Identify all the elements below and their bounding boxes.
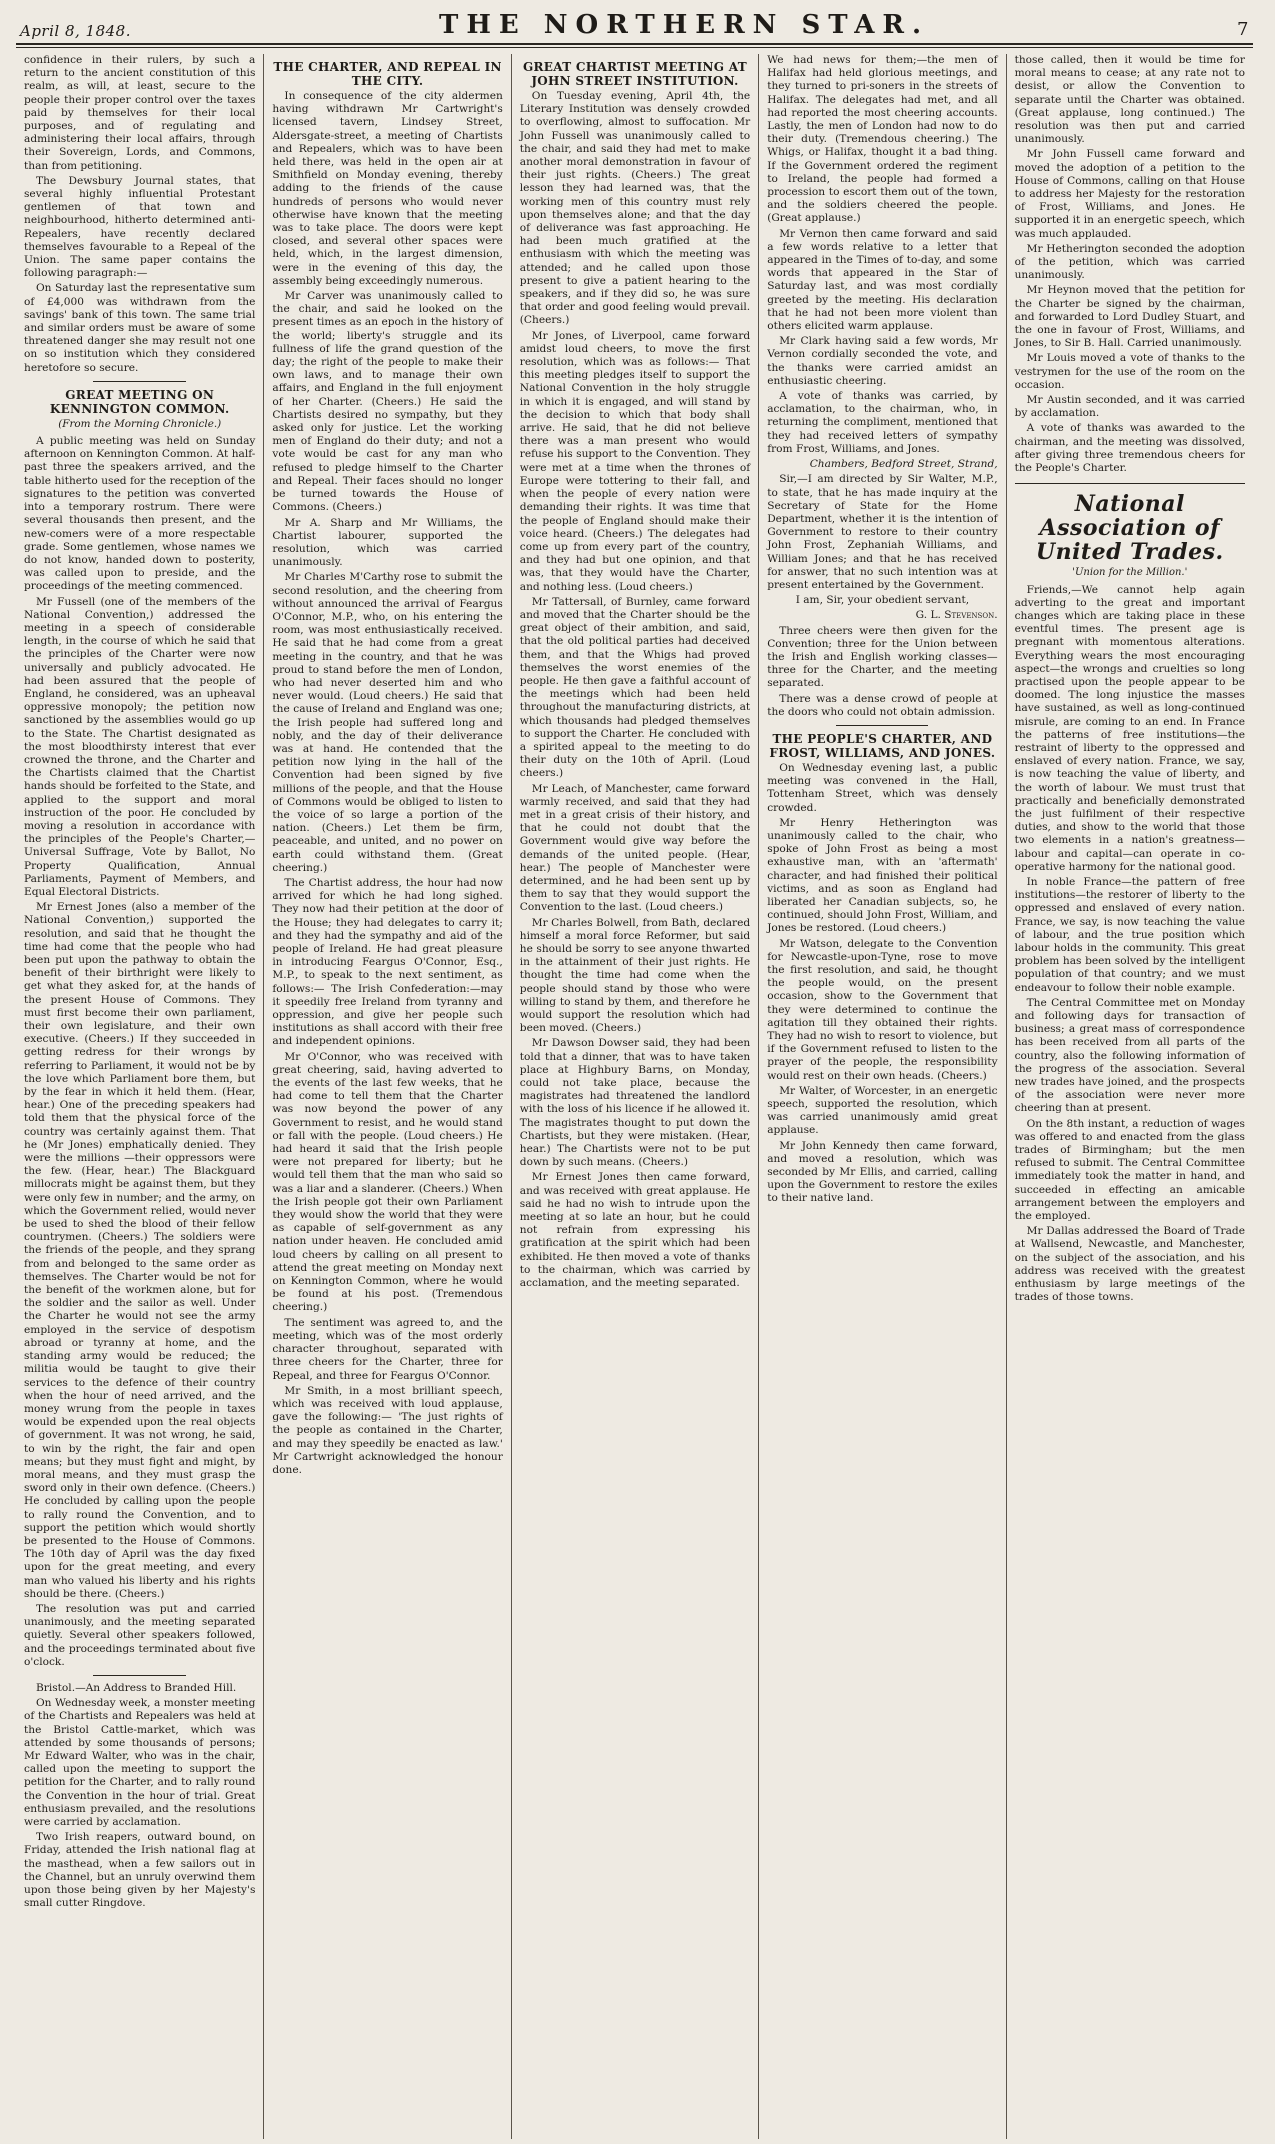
- column-5: [1006, 54, 1253, 2139]
- section-motto: 'Union for the Million.': [1072, 567, 1188, 579]
- article-paragraph: Mr A. Sharp and Mr Williams, the Chartist labourer, supported the resolution, which was carried unanimously.: [272, 516, 503, 569]
- article-paragraph: The Chartist address, the hour had now arrived for which he had long sighed. They now had their petition at the door of the House; they had delegates to carry it; and they had the sympathy and aid of the people of Ireland. He had great pleasure in introducing Feargus O'Connor, Esq., M.P., to speak to the next sentiment, as follows:— The Irish Confederation:—may it speedily free Ireland from tyranny and oppression, and give her people such institutions as shall accord with their free and independent opinions.: [272, 876, 503, 1048]
- col1-paragraph: On Saturday last the representative sum of £4,000 was withdrawn from the savings' bank of this town. The same trial and similar orders must be aware of some threatened danger she may result not one on so institution which they considered heretofore so secure.: [24, 282, 256, 374]
- article-paragraph: Mr Heynon moved that the petition for the Charter be signed by the chairman, and forwarded to Lord Dudley Stuart, and the one in favour of Frost, Williams, and Jones, to Sir B. Hall. Carried unanimously.: [1014, 284, 1245, 350]
- article-paragraph: A vote of thanks was awarded to the chairman, and the meeting was dissolved, after giving three tremendous cheers for the People's Charter.: [1014, 422, 1245, 475]
- article-paragraph: In noble France—the pattern of free institutions—the restorer of liberty to the oppressed and enslaved of every nation. France, we say, is now teaching the value of labour, and the true position which labour holds in the community. This great problem has been solved by the intelligent population of that country; and we must endeavour to follow their noble example.: [1014, 875, 1245, 994]
- section-rule: [1015, 483, 1245, 484]
- article-paragraph: A vote of thanks was carried, by acclamation, to the chairman, who, in returning the compliment, mentioned that they had received letters of sympathy from Frost, Williams, and Jones.: [767, 390, 998, 455]
- section-rule: [836, 725, 928, 726]
- masthead: [16, 10, 1253, 45]
- article-paragraph: Mr Charles Bolwell, from Bath, declared himself a moral force Reformer, but said he should be sorry to see anyone thwarted in the attainment of their just rights. He thought the time had come when the people should stand by those who were willing to stand by them, and therefore he would support the resolution which had been moved. (Cheers.): [519, 916, 751, 1035]
- article-paragraph: Mr Carver was unanimously called to the chair, and said he looked on the present times as an epoch in the history of the world; liberty's struggle and its fullness of life the grand question of the day; the right of the people to make their own laws, and to manage their own affairs, and England in the full enjoyment of her Charter. (Cheers.) He said the Chartists desired no sympathy, but they asked only for justice. Let the working men of England do their duty; and not a vote would be cast for any man who refused to pledge himself to the Charter and Repeal. Their faces should no longer be turned towards the House of Commons. (Cheers.): [272, 290, 503, 514]
- article-headline: GREAT MEETING ON KENNINGTON COMMON.: [49, 387, 230, 416]
- article-paragraph: Mr Louis moved a vote of thanks to the vestrymen for the use of the room on the occasion.: [1014, 352, 1245, 391]
- article-paragraph: Mr Jones, of Liverpool, came forward amidst loud cheers, to move the first resolution, which was as follows:— That this meeting pledges itself to support the National Convention in the holy struggle in which it is engaged, and will stand by the decision to which that body shall arrive. He said, that he did not believe there was a man present who would refuse his support to the Convention. They were met at a time when the thrones of Europe were tottering to their fall, and when the people of every nation were demanding their rights. It was time that the people of England should make their voice heard. (Cheers.) The delegates had come up from every part of the country, and they had but one opinion, and that was, that they would have the Charter, and nothing less. (Loud cheers.): [519, 329, 751, 593]
- article-paragraph: Two Irish reapers, outward bound, on Friday, attended the Irish national flag at the masthead, when a few sailors out in the Channel, but an unruly overwind them upon those being given by her Majesty's small cutter Ringdove.: [24, 1831, 256, 1910]
- article-paragraph: Mr Ernest Jones (also a member of the National Convention,) supported the resolution, and said that he thought the time had come that the people who had been put upon the pathway to obtain the benefit of their birthright were likely to get what they asked for, at the hands of the present House of Commons. They must first become their own parliament, their own legislature, and their own executive. (Cheers.) If they succeeded in getting redress for their wrongs by referring to Parliament, it would not be by the love which Parliament bore them, but by the fear in which it held them. (Hear, hear.) One of the preceding speakers had told them that the physical force of the country was certainly against them. That he (Mr Jones) emphatically denied. They were the millions —their oppressors were the few. (Hear, hear.) The Blackguard millocrats might be against them, but they were only few in number; and the army, on which the Government relied, would never be used to shed the blood of their fellow countrymen. (Cheers.) The soldiers were the friends of the people, and they sprang from and belonged to the same order as themselves. The Charter would be not for the benefit of the workmen alone, but for the soldier and the sailor as well. Under the Charter he would not see the army employed in the service of despotism abroad or tyranny at home, and the standing army would be reduced; the militia would be taught to give their services to the defence of their country when the hour of need arrived, and the money wrung from the people in taxes would be expended upon the real objects of government. It was not wrong, he said, to win by the right, the fair and open means; but they must fight and might, by moral means, and they must grasp the sword only in their own defence. (Cheers.) He concluded by calling upon the people to rally round the Convention, and to support the petition which would shortly be presented to the House of Commons. The 10th day of April was the day fixed upon for the great meeting, and every man who valued his liberty and his rights should be there. (Cheers.): [24, 901, 256, 1600]
- newspaper-title: THE NORTHERN STAR.: [439, 10, 930, 40]
- article-paragraph: Friends,—We cannot help again adverting to the great and important changes which are taking place in these eventful times. The present age is pregnant with momentous alterations. Everything wears the most encouraging aspect—the wrongs and cruelties so long practised upon the people appear to be doomed. The long injustice the masses have sustained, as well as long-continued misrule, are coming to an end. In France the patterns of free institutions—the restraint of liberty to the oppressed and enslaved of every nation. France, we say, is now teaching the value of liberty, and the worth of labour. We must trust that practically and beneficially demonstrated the just fulfilment of their respective duties, and show to the world that those two elements in a nation's greatness—labour and capital—can operate in co-operative harmony for the national good.: [1014, 583, 1245, 873]
- article-paragraph: The Central Committee met on Monday and following days for transaction of business; a great mass of correspondence has been received from all parts of the country, also the following information of the progress of the association. Several new trades have joined, and the prospects of the association were never more cheering than at present.: [1014, 996, 1245, 1115]
- letter-place: Chambers, Bedford Street, Strand,: [809, 458, 998, 471]
- article-paragraph: Mr Ernest Jones then came forward, and was received with great applause. He said he had no wish to intrude upon the meeting at so late an hour, but he could not refrain from expressing his gratification at the spirit which had been exhibited. He then moved a vote of thanks to the chairman, which was carried by acclamation, and the meeting separated.: [519, 1171, 751, 1290]
- article-paragraph: Mr Dallas addressed the Board of Trade at Wallsend, Newcastle, and Manchester, on the subject of the association, and his address was received with the greatest enthusiasm by large meetings of the trades of those towns.: [1014, 1225, 1245, 1304]
- article-headline: THE CHARTER, AND REPEAL IN THE CITY.: [273, 60, 502, 88]
- article-paragraph: The resolution was put and carried unanimously, and the meeting separated quietly. Several other speakers followed, and the proceedings terminated about five o'clock.: [24, 1602, 256, 1668]
- col1-intro: confidence in their rulers, by such a return to the ancient constitution of this realm, as will, at least, secure to the people their proper control over the taxes paid by themselves for their local purposes, and of regulating and administering their local affairs, through their Sovereign, Lords, and Commons, than from petitioning.: [24, 54, 256, 172]
- article-paragraph: On the 8th instant, a reduction of wages was offered to and enacted from the glass trades of Birmingham; but the men refused to submit. The Central Committee immediately took the matter in hand, and succeeded in effecting an amicable arrangement between the employers and the employed.: [1014, 1117, 1245, 1223]
- letter-signer: G. L. Stevenson.: [915, 609, 998, 622]
- section-rule: [93, 1675, 186, 1676]
- article-paragraph: Mr O'Connor, who was received with great cheering, said, having adverted to the events of the last few weeks, that he had come to tell them that the Charter was now beyond the power of any Government to resist, and he would stand or fall with the people. (Loud cheers.) He had heard it said that the Irish people were not prepared for liberty; but he would tell them that the man who said so was a liar and a slanderer. (Cheers.) When the Irish people got their own Parliament they would show the world that they were as capable of self-government as any nation under heaven. He concluded amid loud cheers by calling on all present to attend the great meeting on Monday next on Kennington Common, where he would be found at his post. (Tremendous cheering.): [272, 1050, 503, 1314]
- columns: [16, 54, 1253, 2139]
- col4-intro: We had news for them;—the men of Halifax had held glorious meetings, and they turned to pri-soners in the streets of Halifax. The delegates had met, and all had reported the most cheering accounts. Lastly, the men of London had now to do their duty. (Tremendous cheering.) The Whigs, or Halifax, thought it a bad thing. If the Government ordered the regiment to Ireland, the people had formed a procession to escort them out of the town, and the soldiers cheered the people. (Great applause.): [767, 54, 998, 225]
- article-source: (From the Morning Chronicle.): [58, 417, 222, 430]
- page-number: 7: [1237, 19, 1249, 40]
- column-2: [263, 54, 510, 2139]
- article-paragraph: On Wednesday week, a monster meeting of the Chartists and Repealers was held at the Bristol Cattle-market, which was attended by some thousands of persons; Mr Edward Walter, who was in the chair, called upon the meeting to support the petition for the Charter, and to rally round the Convention in the hour of trial. Great enthusiasm prevailed, and the resolutions were carried by acclamation.: [24, 1697, 256, 1828]
- article-paragraph: Mr Leach, of Manchester, came forward warmly received, and said that they had met in a great crisis of their history, and that he could not doubt that the Government would give way before the demands of the united people. (Hear, hear.) The people of Manchester were determined, and he had been sent up by them to say that they would support the Convention to the last. (Loud cheers.): [519, 782, 751, 914]
- article-paragraph: Mr John Fussell came forward and moved the adoption of a petition to the House of Commons, calling on that House to address her Majesty for the restoration of Frost, Williams, and Jones. He supported it in an energetic speech, which was much applauded.: [1014, 148, 1245, 240]
- article-paragraph: The sentiment was agreed to, and the meeting, which was of the most orderly character throughout, separated with three cheers for the Charter, three for Repeal, and three for Feargus O'Connor.: [272, 1316, 503, 1382]
- article-paragraph: On Wednesday evening last, a public meeting was convened in the Hall, Tottenham Street, which was densely crowded.: [767, 761, 998, 814]
- column-1: [16, 54, 263, 2139]
- column-3: [511, 54, 758, 2139]
- masthead-rule: [16, 47, 1253, 48]
- article-paragraph: Mr John Kennedy then came forward, and moved a resolution, which was seconded by Mr Ellis, and carried, calling upon the Government to restore the exiles to their native land.: [767, 1139, 998, 1205]
- article-paragraph: In consequence of the city aldermen having withdrawn Mr Cartwright's licensed tavern, Lindsey Street, Aldersgate-street, a meeting of Chartists and Repealers, which was to have been held there, was held in the open air at Smithfield on Monday evening, thereby adding to the friends of the cause hundreds of persons who would never otherwise have known that the meeting was to take place. The doors were kept closed, and several other spaces were held, which, in the largest dimension, were in the evening of this day, the assembly being exceedingly numerous.: [272, 90, 503, 287]
- column-4: [758, 54, 1005, 2139]
- article-paragraph: Mr Walter, of Worcester, in an energetic speech, supported the resolution, which was carried unanimously amid great applause.: [767, 1084, 998, 1137]
- article-paragraph: Mr Smith, in a most brilliant speech, which was received with loud applause, gave the following:— 'The just rights of the people as contained in the Charter, and may they speedily be enacted as law.' Mr Cartwright acknowledged the honour done.: [272, 1384, 503, 1476]
- article-paragraph: Mr Fussell (one of the members of the National Convention,) addressed the meeting in a speech of considerable length, in the course of which he said that the principles of the Charter were now universally and publicly advocated. He had been assured that the people of England, he considered, was an upheaval oppressive monopoly; the petition now sanctioned by the assemblies would go up to the State. The Chartist designated as the most bloodthirsty interest that ever crowned the throne, and the Charter and the Chartists claimed that the Chartist hands should be forfeited to the State, and applied to the support and moral instruction of the poor. He concluded by moving a resolution in accordance with the principles of the People's Charter,—Universal Suffrage, Vote by Ballot, No Property Qualification, Annual Parliaments, Payment of Members, and Equal Electoral Districts.: [24, 595, 256, 898]
- article-paragraph: Mr Clark having said a few words, Mr Vernon cordially seconded the vote, and the thanks were carried amidst an enthusiastic cheering.: [767, 335, 998, 387]
- col5-intro: those called, then it would be time for moral means to cease; at any rate not to desist, or allow the Convention to separate until the Charter was obtained. (Great applause, long continued.) The resolution was then put and carried unanimously.: [1014, 54, 1245, 146]
- article-paragraph: Mr Watson, delegate to the Convention for Newcastle-upon-Tyne, rose to move the first resolution, and said, he thought the people would, on the present occasion, show to the Government that they were determined to continue the agitation till they obtained their rights. They had no wish to resort to violence, but if the Government refused to listen to the prayer of the people, the responsibility would rest on their own heads. (Cheers.): [767, 937, 998, 1082]
- letter-paragraph: Sir,—I am directed by Sir Walter, M.P., to state, that he has made inquiry at the Secretary of State for the Home Department, whether it is the intention of Government to restore to their country John Frost, Zephaniah Williams, and William Jones; and that he has received for answer, that no such intention was at present entertained by the Government.: [767, 473, 998, 591]
- article-paragraph: Bristol.—An Address to Branded Hill.: [36, 1681, 237, 1694]
- article-headline: GREAT CHARTIST MEETING AT JOHN STREET INSTITUTION.: [522, 60, 747, 88]
- issue-date: April 8, 1848.: [20, 22, 131, 40]
- article-paragraph: Mr Austin seconded, and it was carried by acclamation.: [1014, 394, 1245, 420]
- section-title: National Association of United Trades.: [1035, 491, 1224, 566]
- article-paragraph: Mr Henry Hetherington was unanimously called to the chair, who spoke of John Frost as being a most exhaustive man, with an 'aftermath' character, and had finished their political victims, and as soon as England had liberated her Canadian subjects, so, he continued, should John Frost, William, and Jones be restored. (Loud cheers.): [767, 816, 998, 935]
- article-paragraph: Mr Tattersall, of Burnley, came forward and moved that the Charter should be the great object of their ambition, and said, that the old political parties had deceived them, and that the Whigs had proved themselves the worst enemies of the people. He then gave a faithful account of the meetings which had been held throughout the manufacturing districts, at which thousands had pledged themselves to support the Charter. He concluded with a spirited appeal to the meeting to do their duty on the 10th of April. (Loud cheers.): [519, 595, 751, 780]
- letter-signature: I am, Sir, your obedient servant,: [795, 594, 970, 607]
- col1-paragraph: The Dewsbury Journal states, that several highly influential Protestant gentlemen of that town and neighbourhood, hitherto determined anti-Repealers, have recently declared themselves favourable to a Repeal of the Union. The same paper contains the following paragraph:—: [24, 174, 256, 280]
- article-paragraph: Mr Hetherington seconded the adoption of the petition, which was carried unanimously.: [1014, 242, 1245, 282]
- section-rule: [93, 381, 186, 382]
- article-headline: THE PEOPLE'S CHARTER, AND FROST, WILLIAMS, AND JONES.: [769, 731, 996, 760]
- article-paragraph: There was a dense crowd of people at the doors who could not obtain admission.: [767, 692, 998, 718]
- article-paragraph: Mr Dawson Dowser said, they had been told that a dinner, that was to have taken place at Highbury Barns, on Monday, could not take place, because the magistrates had threatened the landlord with the loss of his licence if he allowed it. The magistrates thought to put down the Chartists, but they were mistaken. (Hear, hear.) The Chartists were not to be put down by such means. (Cheers.): [519, 1037, 751, 1169]
- article-paragraph: Mr Vernon then came forward and said a few words relative to a letter that appeared in the Times of to-day, and some words that appeared in the Star of Saturday last, and was most cordially greeted by the meeting. His declaration that he had not been more violent than others elicited warm applause.: [767, 227, 998, 333]
- article-paragraph: A public meeting was held on Sunday afternoon on Kennington Common. At half-past three the speakers arrived, and the table hitherto used for the reception of the signatures to the petition was converted into a temporary rostrum. There were several thousands then present, and the new-comers were of a more respectable grade. Some gentlemen, whose names we do not know, handed down to posterity, was called upon to preside, and the proceedings of the meeting commenced.: [24, 435, 256, 593]
- article-paragraph: Three cheers were then given for the Convention; three for the Union between the Irish and English working classes—three for the Charter, and the meeting separated.: [767, 624, 998, 690]
- article-paragraph: Mr Charles M'Carthy rose to submit the second resolution, and the cheering from without announced the arrival of Feargus O'Connor, M.P., who, on his entering the room, was most enthusiastically received. He said that he had come from a great meeting in the country, and that he was proud to stand before the men of London, who had never deserted him and who never would. (Loud cheers.) He said that the cause of Ireland and England was one; the Irish people had suffered long and nobly, and the day of their deliverance was at hand. He contended that the petition now lying in the hall of the Convention had been signed by five millions of the people, and that the House of Commons would be obliged to listen to the voice of so large a portion of the nation. (Cheers.) Let them be firm, peaceable, and united, and no power on earth could withstand them. (Great cheering.): [272, 571, 503, 874]
- article-paragraph: On Tuesday evening, April 4th, the Literary Institution was densely crowded to overflowing, almost to suffocation. Mr John Fussell was unanimously called to the chair, and said they had met to make another moral demonstration in favour of their just rights. (Cheers.) The great lesson they had learned was, that the working men of this country must rely upon themselves alone; and that the day of deliverance was fast approaching. He had been much gratified at the enthusiasm with which the meeting was attended; and he called upon those present to give a patient hearing to the speakers, and if they did so, he was sure that order and good feeling would prevail. (Cheers.): [519, 90, 751, 327]
